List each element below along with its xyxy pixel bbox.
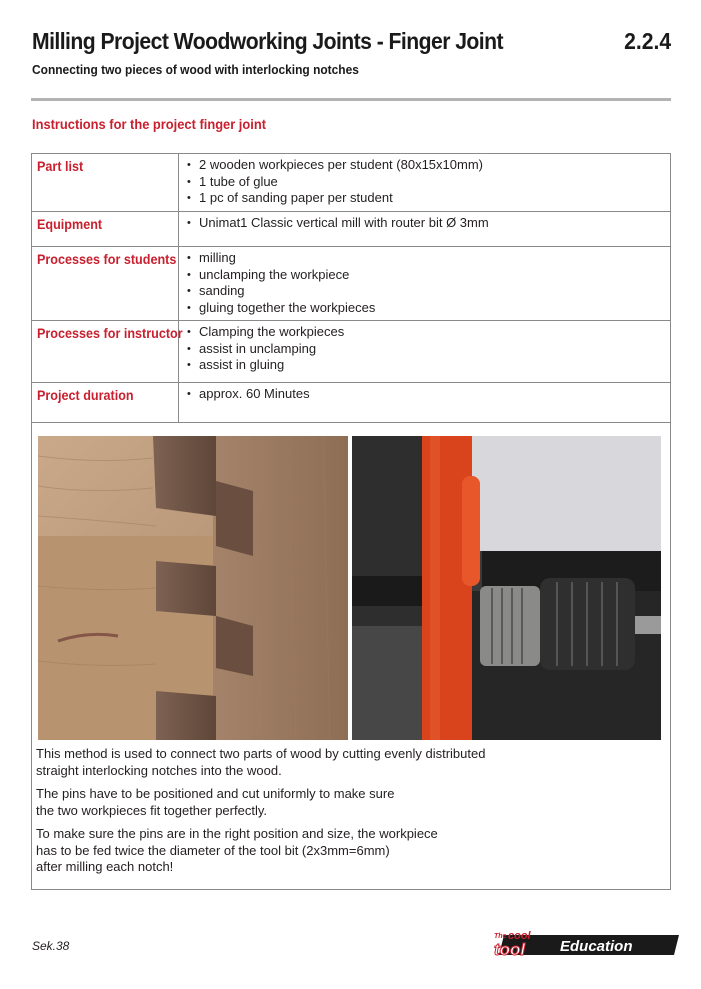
- list-item: • Clamping the workpieces: [187, 324, 344, 341]
- row-items: [187, 215, 489, 232]
- table-row-part-list: [32, 154, 670, 212]
- logo-tool-text: tool: [494, 940, 526, 957]
- row-items: [187, 250, 375, 316]
- logo-the-text: The: [494, 933, 507, 940]
- section-number: 2.2.4: [623, 28, 671, 54]
- row-label: Processes for students: [32, 247, 179, 320]
- list-item: • milling: [187, 250, 375, 267]
- finger-joint-photo: [38, 436, 348, 740]
- list-item: • approx. 60 Minutes: [187, 386, 310, 403]
- list-item: • Unimat1 Classic vertical mill with router bit Ø 3mm: [187, 215, 489, 232]
- page-number: Sek.38: [32, 939, 70, 953]
- description-paragraph: To make sure the pins are in the right position and size, the workpiece has to be fed twice the diameter of the tool bit (2x3mm=6mm) after milling each notch!: [36, 826, 438, 874]
- list-item: • assist in gluing: [187, 357, 344, 374]
- table-row-processes-instructor: [32, 321, 670, 383]
- list-item: • 2 wooden workpieces per student (80x15x10mm): [187, 157, 483, 174]
- row-items: [187, 157, 483, 207]
- list-item: • unclamping the workpiece: [187, 267, 375, 284]
- header-divider: [31, 98, 671, 101]
- table-row-processes-students: [32, 247, 670, 321]
- row-label: Processes for instructor: [32, 321, 179, 382]
- row-items: [187, 324, 344, 374]
- page-subtitle: Connecting two pieces of wood with interlocking notches: [32, 62, 359, 77]
- page-title: Milling Project Woodworking Joints - Finger Joint: [32, 28, 504, 54]
- row-label: Project duration: [32, 383, 179, 422]
- logo-education-text: Education: [560, 938, 633, 955]
- project-table: [31, 153, 671, 890]
- list-item: • 1 tube of glue: [187, 174, 483, 191]
- table-row-equipment: [32, 212, 670, 247]
- list-item: • 1 pc of sanding paper per student: [187, 190, 483, 207]
- row-label: Equipment: [32, 212, 179, 246]
- table-row-project-duration: [32, 383, 670, 423]
- logo-cool-text: cool: [508, 930, 531, 942]
- instructions-heading: Instructions for the project finger joint: [32, 116, 266, 132]
- row-items: [187, 386, 310, 403]
- list-item: • sanding: [187, 283, 375, 300]
- description-paragraph: The pins have to be positioned and cut uniformly to make sure the two workpieces fit together perfectly.: [36, 786, 395, 818]
- list-item: • assist in unclamping: [187, 341, 344, 358]
- description-paragraph: This method is used to connect two parts of wood by cutting evenly distributed straight interlocking notches into the wood.: [36, 746, 486, 778]
- list-item: • gluing together the workpieces: [187, 300, 375, 317]
- row-label: Part list: [32, 154, 179, 211]
- description: [36, 746, 485, 883]
- mill-setup-photo: [352, 436, 661, 740]
- cool-tool-education-logo: [490, 927, 680, 957]
